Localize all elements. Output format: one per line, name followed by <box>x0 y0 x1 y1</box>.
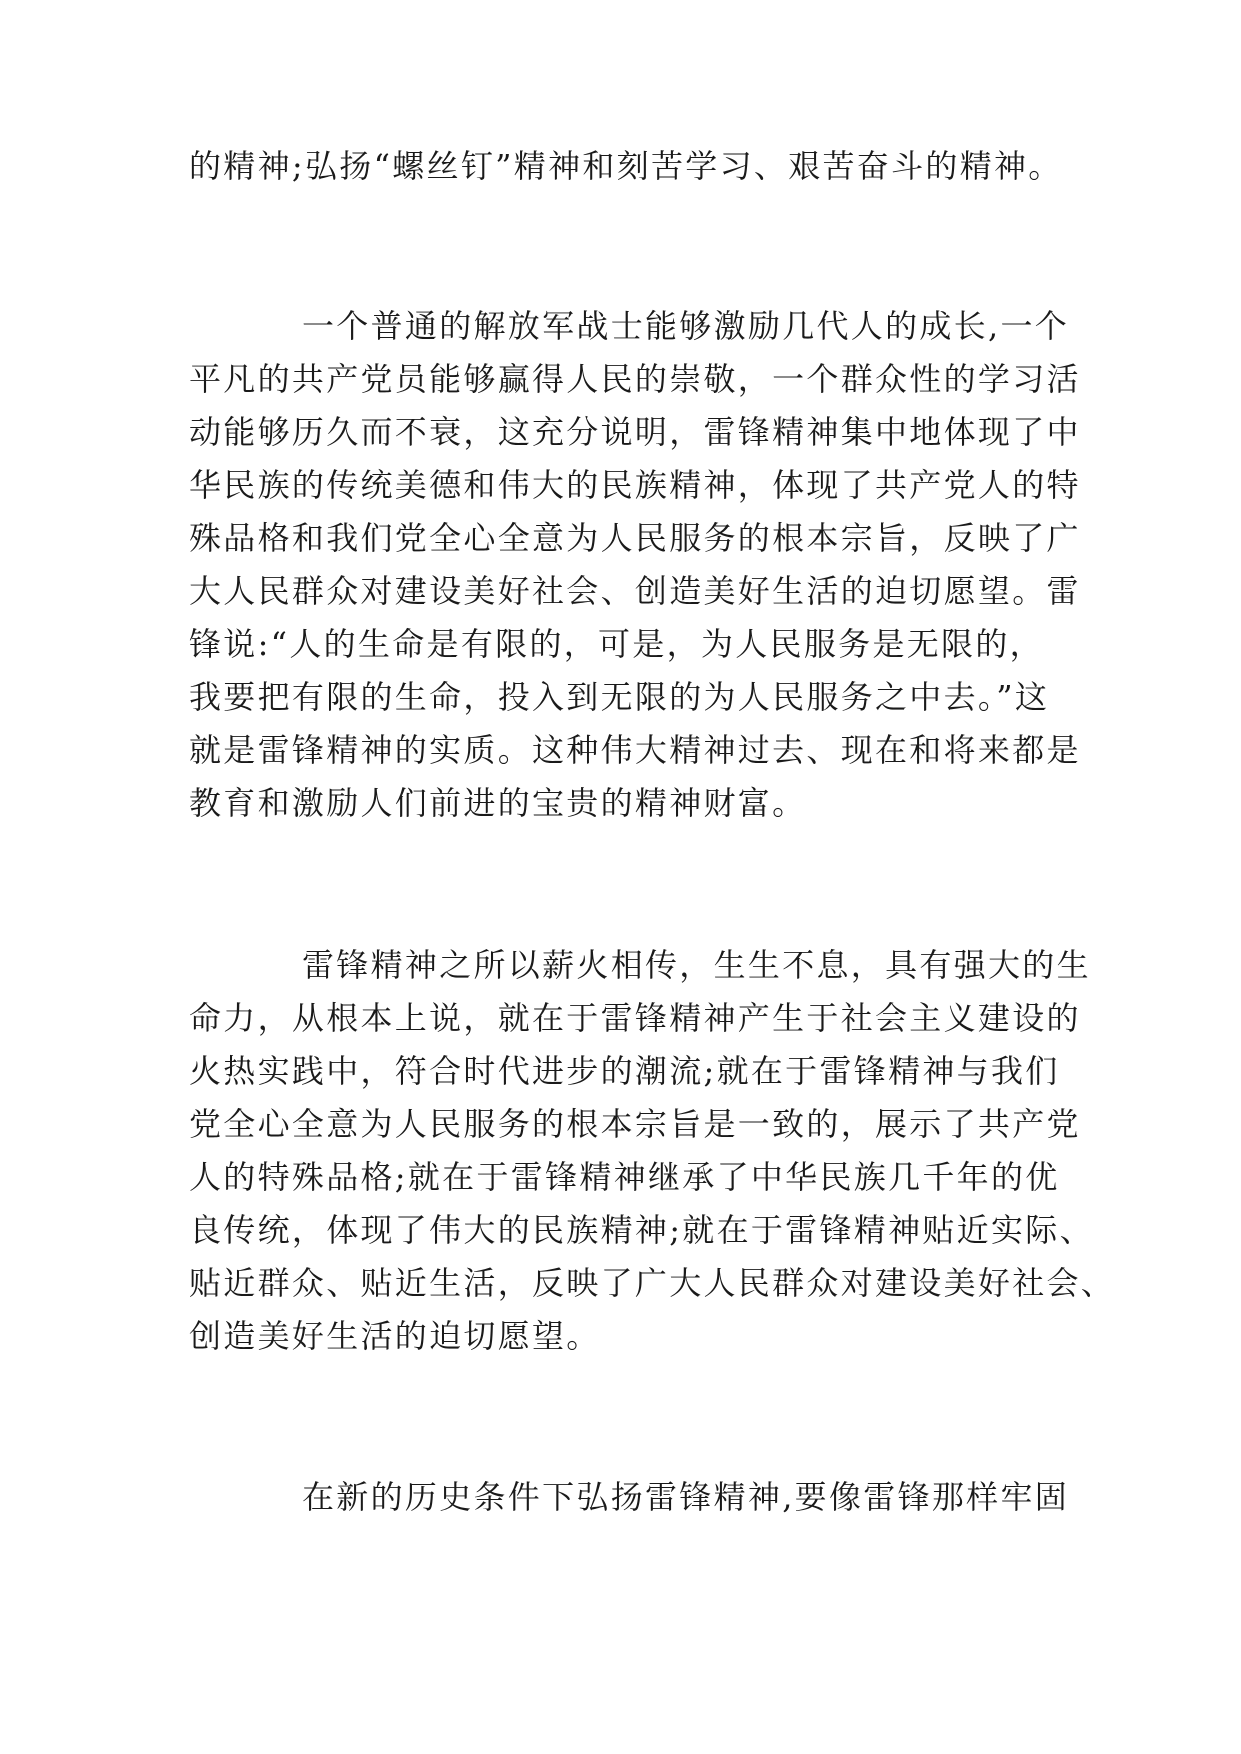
paragraph-2-line-6: 大人民群众对建设美好社会、创造美好生活的迫切愿望。雷 <box>189 572 1081 610</box>
paragraph-1-line-1: 的精神;弘扬“螺丝钉”精神和刻苦学习、艰苦奋斗的精神。 <box>189 147 1063 185</box>
paragraph-2-line-8: 我要把有限的生命，投入到无限的为人民服务之中去。”这 <box>189 678 1050 716</box>
paragraph-3-line-2: 命力，从根本上说，就在于雷锋精神产生于社会主义建设的 <box>189 999 1081 1037</box>
paragraph-2-line-10: 教育和激励人们前进的宝贵的精神财富。 <box>189 784 807 822</box>
paragraph-2-line-9: 就是雷锋精神的实质。这种伟大精神过去、现在和将来都是 <box>189 731 1081 769</box>
paragraph-3-line-6: 良传统，体现了伟大的民族精神;就在于雷锋精神贴近实际、 <box>189 1211 1094 1249</box>
paragraph-3-line-1: 雷锋精神之所以薪火相传，生生不息，具有强大的生 <box>302 946 1091 984</box>
paragraph-2-line-1: 一个普通的解放军战士能够激励几代人的成长,一个 <box>302 307 1070 345</box>
paragraph-2-line-5: 殊品格和我们党全心全意为人民服务的根本宗旨，反映了广 <box>189 519 1081 557</box>
paragraph-4-line-1: 在新的历史条件下弘扬雷锋精神,要像雷锋那样牢固 <box>302 1478 1070 1516</box>
paragraph-3-line-3: 火热实践中，符合时代进步的潮流;就在于雷锋精神与我们 <box>189 1052 1060 1090</box>
paragraph-2-line-7: 锋说:“人的生命是有限的，可是，为人民服务是无限的， <box>189 625 1044 663</box>
paragraph-3-line-7: 贴近群众、贴近生活，反映了广大人民群众对建设美好社会、 <box>189 1264 1116 1302</box>
paragraph-2-line-3: 动能够历久而不衰，这充分说明，雷锋精神集中地体现了中 <box>189 413 1081 451</box>
paragraph-3-line-4: 党全心全意为人民服务的根本宗旨是一致的，展示了共产党 <box>189 1105 1081 1143</box>
paragraph-2-line-4: 华民族的传统美德和伟大的民族精神，体现了共产党人的特 <box>189 466 1081 504</box>
paragraph-3-line-8: 创造美好生活的迫切愿望。 <box>189 1317 601 1355</box>
paragraph-3-line-5: 人的特殊品格;就在于雷锋精神继承了中华民族几千年的优 <box>189 1158 1060 1196</box>
paragraph-2-line-2: 平凡的共产党员能够赢得人民的崇敬，一个群众性的学习活 <box>189 360 1081 398</box>
